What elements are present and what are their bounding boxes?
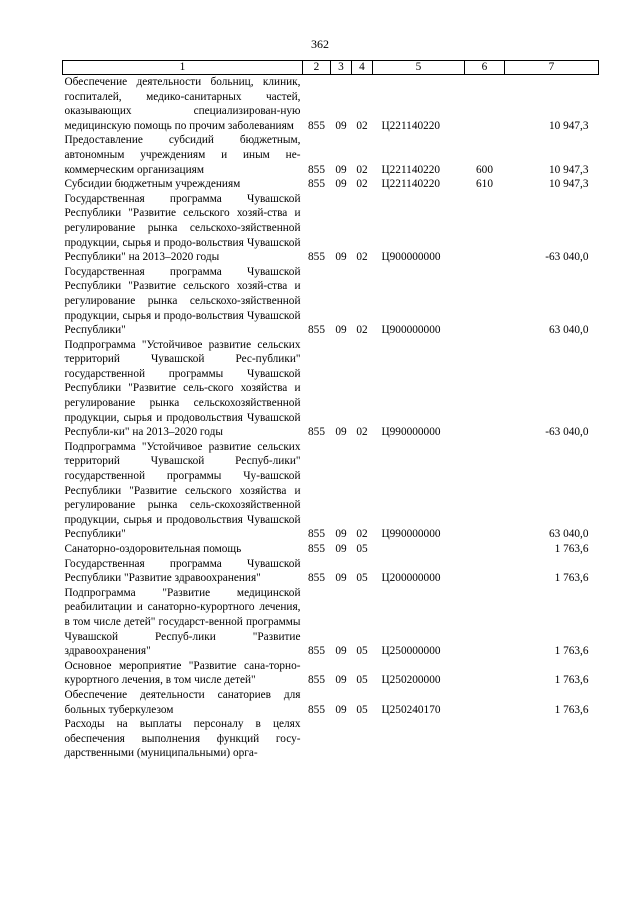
- section-code-cell: [331, 717, 352, 761]
- table-row: [63, 440, 599, 542]
- subsection-code-cell: 05: [356, 645, 368, 658]
- amount-cell: 1 763,6: [554, 674, 589, 687]
- expense-type-cell: 610: [476, 178, 493, 191]
- column-header: 2: [303, 61, 331, 75]
- item-name-cell: Государственная программа Чувашской Республики "Развитие сельского хозяй-ства и регулирование рынка сельскохо-зяйственной продукции, сырья и продо-вольствия Чувашской Республики" на 2013–2020 годы: [64, 192, 301, 264]
- section-code-cell: 09: [335, 674, 347, 687]
- grbs-code-cell: 855: [308, 703, 325, 716]
- section-code-cell: 09: [335, 572, 347, 585]
- subsection-code-cell: 02: [356, 324, 368, 337]
- amount-cell: -63 040,0: [545, 426, 589, 439]
- target-article-cell: Ц900000000: [381, 251, 441, 264]
- budget-table: [62, 60, 599, 761]
- target-article-cell: Ц221140220: [381, 178, 441, 191]
- amount-cell: 10 947,3: [548, 163, 589, 176]
- amount-cell: 63 040,0: [548, 324, 589, 337]
- table-row: [63, 265, 599, 338]
- grbs-code-cell: 855: [308, 528, 325, 541]
- subsection-code-cell: 05: [356, 674, 368, 687]
- grbs-code-cell: 855: [308, 324, 325, 337]
- target-article-cell: Ц990000000: [381, 426, 441, 439]
- item-name-cell: Обеспечение деятельности санаториев для больных туберкулезом: [64, 688, 301, 716]
- target-article-cell: [373, 717, 465, 761]
- target-article-cell: Ц990000000: [381, 528, 441, 541]
- section-code-cell: 09: [335, 528, 347, 541]
- expense-type-cell: [465, 440, 505, 542]
- grbs-code-cell: 855: [308, 251, 325, 264]
- subsection-code-cell: 05: [356, 572, 368, 585]
- target-article-cell: [373, 542, 465, 557]
- item-name-cell: Подпрограмма "Устойчивое развитие сельских территорий Чувашской Рес-публики" государственной программы Чувашской Республики "Развитие сель-ского хозяйства и регулирование рынка сельскохозяйственной продукции, сырья и продовольствия Чувашской Республи-ки" на 2013–2020 годы: [64, 338, 301, 439]
- target-article-cell: Ц250200000: [381, 674, 441, 687]
- grbs-code-cell: 855: [308, 543, 325, 555]
- subsection-code-cell: [352, 717, 373, 761]
- section-code-cell: 09: [335, 645, 347, 658]
- section-code-cell: 09: [335, 703, 347, 716]
- section-code-cell: 09: [335, 324, 347, 337]
- grbs-code-cell: 855: [308, 178, 325, 191]
- table-row: [63, 586, 599, 659]
- grbs-code-cell: 855: [308, 426, 325, 439]
- item-name-cell: Государственная программа Чувашской Республики "Развитие сельского хозяй-ства и регулирование рынка сельскохо-зяйственной продукции, сырья и продо-вольствия Чувашской Республики": [64, 265, 301, 337]
- subsection-code-cell: 05: [356, 543, 368, 555]
- amount-cell: [505, 717, 599, 761]
- amount-cell: -63 040,0: [545, 251, 589, 264]
- expense-type-cell: [465, 557, 505, 586]
- expense-type-cell: [465, 586, 505, 659]
- amount-cell: 1 763,6: [554, 703, 589, 716]
- column-header: 3: [331, 61, 352, 75]
- section-code-cell: 09: [335, 119, 347, 132]
- item-name-cell: Предоставление субсидий бюджетным, автономным учреждениям и иным не-коммерческим организациям: [64, 134, 301, 176]
- item-name-cell: Субсидии бюджетным учреждениям: [64, 178, 241, 191]
- section-code-cell: 09: [335, 251, 347, 264]
- subsection-code-cell: 02: [356, 426, 368, 439]
- target-article-cell: Ц900000000: [381, 324, 441, 337]
- amount-cell: 1 763,6: [554, 572, 589, 585]
- amount-cell: 1 763,6: [554, 645, 589, 658]
- table-row: [63, 542, 599, 557]
- grbs-code-cell: 855: [308, 572, 325, 585]
- section-code-cell: 09: [335, 426, 347, 439]
- item-name-cell: Подпрограмма "Развитие медицинской реабилитации и санаторно-курортного лечения, в том числе детей" государст-венной программы Чувашской Респуб-лики "Развитие здравоохранения": [64, 586, 301, 658]
- table-row: [63, 75, 599, 134]
- expense-type-cell: [465, 75, 505, 134]
- expense-type-cell: [465, 659, 505, 688]
- column-header: 1: [63, 61, 303, 75]
- item-name-cell: Обеспечение деятельности больниц, клиник, госпиталей, медико-санитарных частей, оказывающих специализирован-ную медицинскую помощь по прочим заболеваниям: [64, 76, 301, 132]
- page-number: 362: [311, 37, 329, 51]
- expense-type-cell: [465, 542, 505, 557]
- target-article-cell: Ц250240170: [381, 703, 441, 716]
- subsection-code-cell: 02: [356, 251, 368, 264]
- expense-type-cell: [465, 688, 505, 717]
- expense-type-cell: 600: [476, 163, 493, 176]
- grbs-code-cell: 855: [308, 674, 325, 687]
- grbs-code-cell: [303, 717, 331, 761]
- table-row: [63, 338, 599, 440]
- column-header: 4: [352, 61, 373, 75]
- amount-cell: 10 947,3: [548, 119, 589, 132]
- amount-cell: 63 040,0: [548, 528, 589, 541]
- section-code-cell: 09: [335, 163, 347, 176]
- section-code-cell: 09: [335, 543, 347, 555]
- target-article-cell: Ц250000000: [381, 645, 441, 658]
- column-header: 5: [373, 61, 465, 75]
- subsection-code-cell: 02: [356, 163, 368, 176]
- table-row: [63, 717, 599, 761]
- table-row: [63, 192, 599, 265]
- expense-type-cell: [465, 192, 505, 265]
- section-code-cell: 09: [335, 178, 347, 191]
- column-header: 6: [465, 61, 505, 75]
- table-row: [63, 557, 599, 586]
- target-article-cell: Ц200000000: [381, 572, 441, 585]
- item-name-cell: Подпрограмма "Устойчивое развитие сельских территорий Чувашской Респуб-лики" государственной программы Чу-вашской Республики "Развитие сельского хозяйства и регулирование рынка сель-скохозяйственной продукции, сырья и продовольствия Чувашской Республики": [64, 440, 301, 541]
- table-row: [63, 177, 599, 192]
- expense-type-cell: [465, 338, 505, 440]
- subsection-code-cell: 02: [356, 178, 368, 191]
- item-name-cell: Государственная программа Чувашской Республики "Развитие здравоохранения": [64, 557, 301, 585]
- target-article-cell: Ц221140220: [381, 119, 441, 132]
- table-row: [63, 659, 599, 688]
- item-name-cell: Санаторно-оздоровительная помощь: [64, 543, 242, 555]
- column-number-header: [63, 61, 599, 75]
- amount-cell: 1 763,6: [554, 543, 589, 555]
- grbs-code-cell: 855: [308, 119, 325, 132]
- target-article-cell: Ц221140220: [381, 163, 441, 176]
- item-name-cell: Расходы на выплаты персоналу в целях обеспечения выполнения функций госу-дарственными (муниципальными) орга-: [64, 718, 301, 760]
- item-name-cell: Основное мероприятие "Развитие сана-торно-курортного лечения, в том числе детей": [64, 659, 301, 687]
- grbs-code-cell: 855: [308, 645, 325, 658]
- subsection-code-cell: 02: [356, 528, 368, 541]
- subsection-code-cell: 02: [356, 119, 368, 132]
- amount-cell: 10 947,3: [548, 178, 589, 191]
- subsection-code-cell: 05: [356, 703, 368, 716]
- table-row: [63, 133, 599, 177]
- column-header: 7: [505, 61, 599, 75]
- table-row: [63, 688, 599, 717]
- grbs-code-cell: 855: [308, 163, 325, 176]
- expense-type-cell: [465, 717, 505, 761]
- expense-type-cell: [465, 265, 505, 338]
